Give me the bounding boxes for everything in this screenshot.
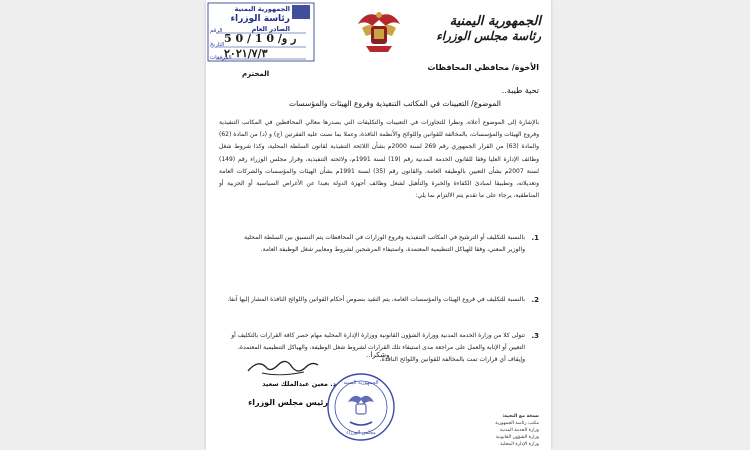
cc-line: نسخة مع التحية: bbox=[502, 414, 539, 419]
greeting: تحية طيبة.. bbox=[501, 86, 539, 95]
seal-top-text: الجمهورية اليمنية bbox=[343, 380, 379, 386]
handwritten-signature bbox=[244, 355, 322, 379]
ref-attach-label: المرفقات bbox=[210, 55, 232, 61]
yemen-eagle-emblem-icon bbox=[352, 6, 406, 56]
addressee: الأخوة/ محافظي المحافظات bbox=[427, 63, 539, 72]
list-item bbox=[225, 232, 539, 256]
respected-label: المحترم bbox=[242, 70, 270, 78]
ref-date-label: التاريخ bbox=[210, 42, 225, 48]
cc-line: وزارة الشؤون القانونية bbox=[495, 435, 539, 440]
intro-paragraph: بالإشارة إلى الموضوع أعلاه، ونظرا للتجاوزات في التعيينات والتكليفات التي يصدرها معالي المحافظين في المكاتب التنفيذية وفروع الهيئات والمؤسسات، بالمخالفة للقوانين واللوائح والأنظمة النافذة، وعملا بما نصت عليه الفقرتين (ج) و (د) من المادة (62) والمادة (63) من القرار الجمهوري رقم 269 لسنة 2000م بشأن اللائحة التنفيذية لقانون السلطة المحلية، وكذا شروط شغل وظائف الإدارة العليا وفقا للقانون الخدمة المدنية رقم (19) لسنة 1991م، ولائحته التنفيذية، وقرار مجلس الوزراء رقم (149) لسنة 2007م بشأن التعيين بالوظيفة العامة، والقانون رقم (35) لسنة 1991م بشأن الهيئات والمؤسسات والشركات العامة وتعديلاته، وتطبيقا لمبادئ الكفاءة والخبرة والتأهيل لشغل وظائف أجهزة الدولة بعيدا عن الأغراض السياسية أو الحزبية أو المناطقية، يرجاء على ما تقدم يتم الالتزام بما يلي: bbox=[219, 119, 540, 200]
ref-number-label: الرقم bbox=[210, 28, 223, 34]
letterhead bbox=[431, 14, 541, 43]
cc-line: وزارة الخدمة المدنية bbox=[499, 428, 539, 433]
office-name: رئاسة مجلس الوزراء bbox=[436, 29, 541, 43]
cc-list bbox=[469, 413, 539, 448]
thanks: وشكرا.. bbox=[366, 351, 390, 359]
signer-name: د. معين عبدالملك سعيد bbox=[262, 380, 336, 388]
item-number: 1. bbox=[531, 234, 539, 242]
signer-title: رئيس مجلس الوزراء bbox=[248, 398, 328, 407]
reference-stamp bbox=[206, 2, 318, 64]
list-item bbox=[225, 294, 539, 306]
cc-line: مكتب رئاسة الجمهورية bbox=[495, 421, 539, 426]
subject-line: الموضوع/ التعيينات في المكاتب التنفيذية وفروع الهيئات والمؤسسات bbox=[289, 99, 501, 108]
item-number: 3. bbox=[531, 332, 539, 340]
letter-page bbox=[206, 0, 551, 450]
stamp-title-3: الصادر العام bbox=[251, 25, 290, 33]
item-text: بالنسبة للتكليف أو الترشيح في المكاتب التنفيذية وفروع الوزارات في المحافظات يتم التنسيق بين السلطة المحلية والوزير المعني، وفقا للهياكل التنظيمية المعتمدة، واستيفاء المرشحين لشروط ومعايير شغل الوظيفة العامة. bbox=[244, 234, 525, 254]
country-name: الجمهورية اليمنية bbox=[449, 14, 541, 29]
item-text: بالنسبة للتكليف في فروع الهيئات والمؤسسات العامة، يتم التقيد بنصوص أحكام القوانين واللوائح النافذة المشار إليها آنفا. bbox=[227, 296, 525, 303]
stamp-title-1: الجمهورية اليمنية bbox=[234, 5, 290, 13]
item-number: 2. bbox=[531, 296, 539, 304]
cc-line: وزارة الإدارة المحلية bbox=[500, 442, 539, 447]
seal-bottom-text: مجلس الوزراء bbox=[346, 430, 376, 436]
official-seal bbox=[326, 372, 396, 442]
ref-number: ر و/ 0 1 / 0 5 bbox=[224, 32, 297, 45]
item-text: تتولى كلا من وزارة الخدمة المدنية ووزارة الشؤون القانونية ووزارة الإدارة المحلية مهام حصر كافة القرارات بالتكليف أو التعيين أو الإنابة والعمل على مراجعة مدى استيفاء تلك القرارات لشروط شغل الوظيفة، والهياكل التنظيمية المعتمدة، وإيقاف أي قرارات تمت بالمخالفة للقوانين واللوائح النافذة. bbox=[231, 332, 525, 364]
stamp-title-2: رئاسة الوزراء bbox=[230, 14, 290, 24]
ref-date: ٢٠٢١/٧/٣ bbox=[224, 47, 268, 60]
